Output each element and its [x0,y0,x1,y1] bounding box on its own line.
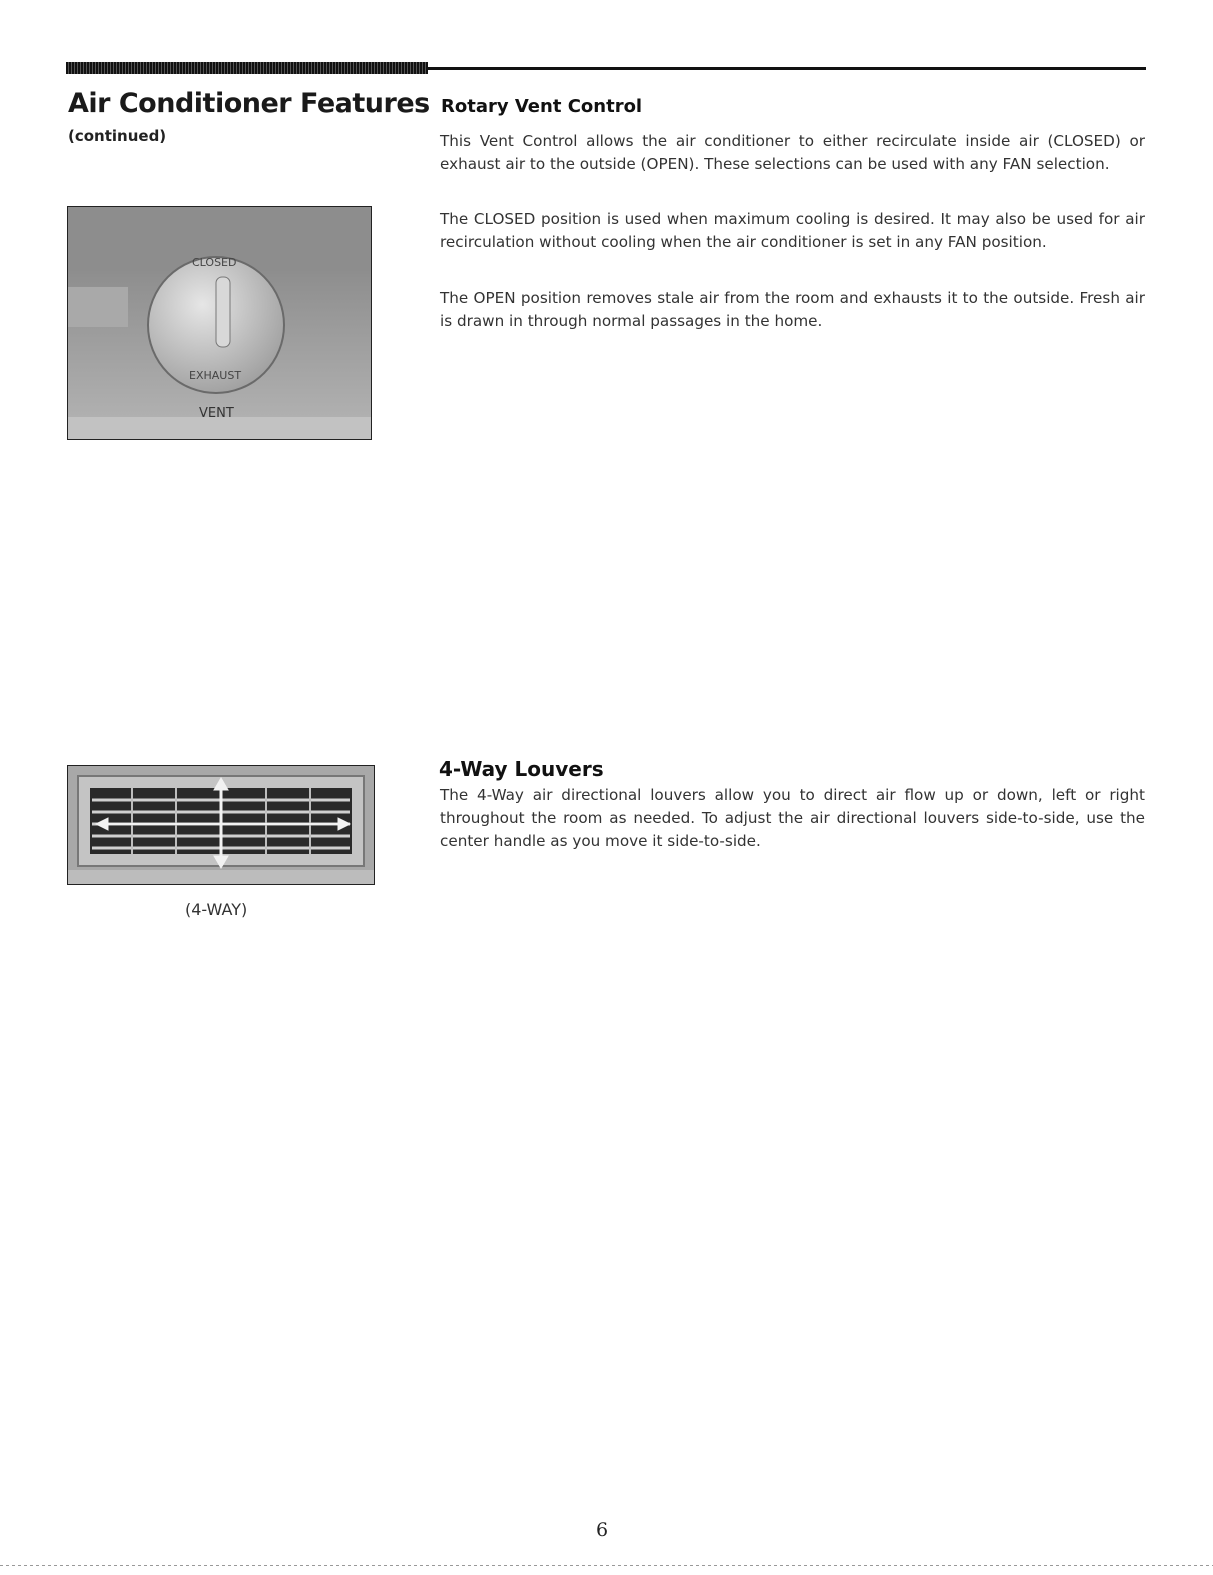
exhaust-label: EXHAUST [189,369,242,382]
vent-control-illustration [68,207,371,439]
rotary-vent-heading: Rotary Vent Control [441,96,643,117]
rotary-vent-paragraph-3: The OPEN position removes stale air from the room and exhausts it to the outside. Fresh air is drawn in through normal passages in the home. [440,289,1145,330]
footer-rule [0,1565,1213,1566]
louvers-photo [67,765,375,885]
rotary-vent-paragraph-1: This Vent Control allows the air conditioner to either recirculate inside air (CLOSED) or exhaust air to the outside (OPEN). These selections can be used with any FAN selection. [440,132,1145,173]
louvers-illustration [68,766,374,884]
closed-label: CLOSED [192,256,237,269]
rotary-vent-paragraph-2: The CLOSED position is used when maximum cooling is desired. It may also be used for air recirculation without cooling when the air conditioner is set in any FAN position. [440,210,1145,251]
louvers-caption: (4-WAY) [185,900,248,919]
vent-control-photo [67,206,372,440]
louvers-paragraph: The 4-Way air directional louvers allow you to direct air flow up or down, left or right throughout the room as needed. To adjust the air directional louvers side-to-side, use the center handle as you move it side-to-side. [440,786,1145,850]
header-rule-thick [66,62,428,74]
section-title: Air Conditioner Features [68,88,430,119]
knob-handle [216,277,230,347]
header-rule-thin [428,67,1146,70]
louvers-heading: 4-Way Louvers [439,757,604,781]
vent-label: VENT [199,406,234,421]
section-subtitle: (continued) [68,127,167,145]
page-number: 6 [596,1519,609,1541]
